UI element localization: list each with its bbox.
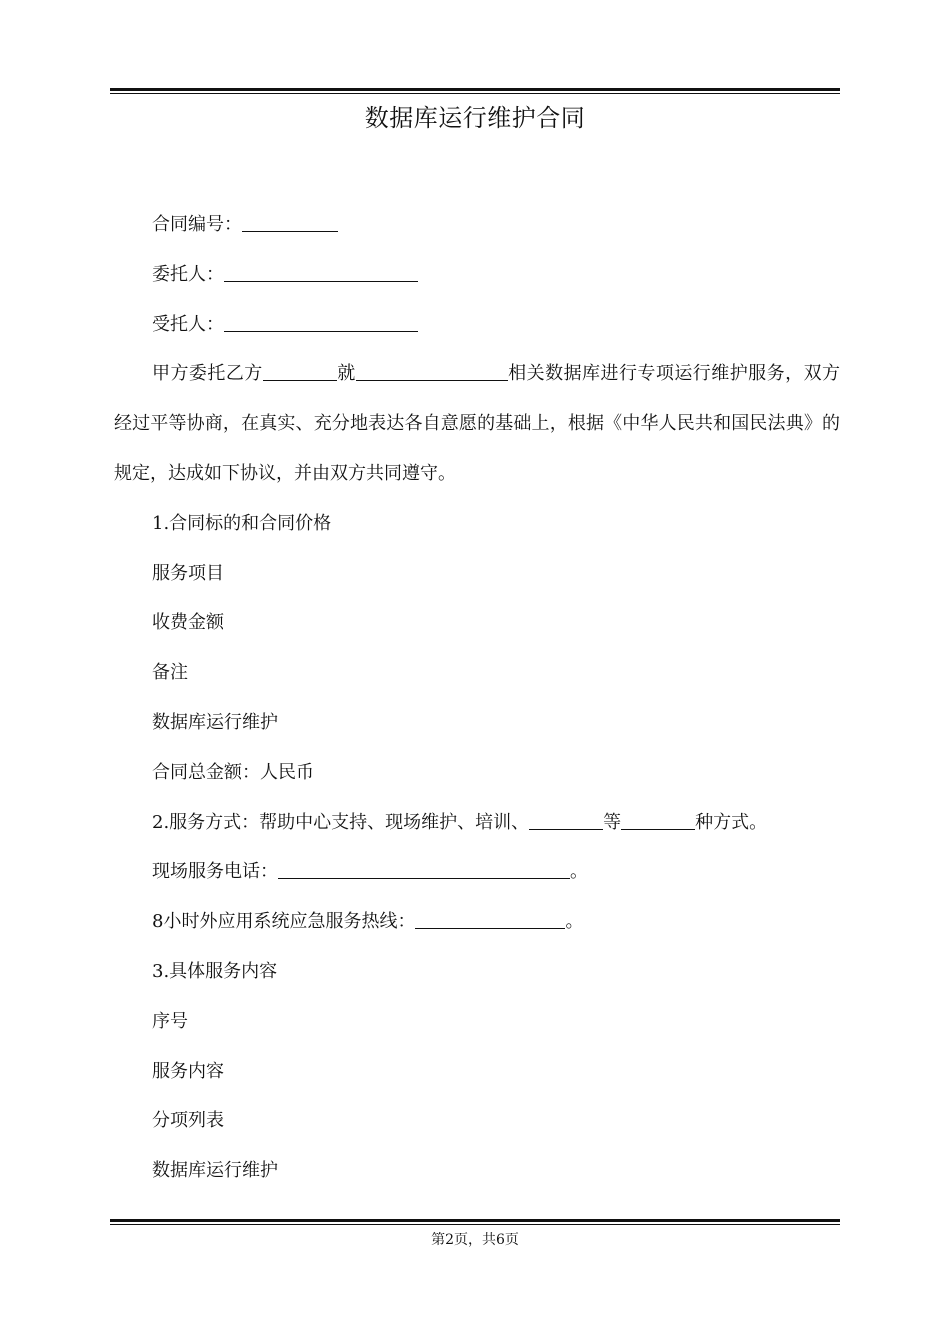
- contractor-blank: [224, 313, 418, 332]
- document-body: [114, 200, 840, 1196]
- client-blank: [224, 263, 418, 282]
- onsite-phone-blank: [278, 860, 570, 879]
- client-line: [114, 250, 840, 300]
- page-number: 第2页，共6页: [431, 1232, 519, 1248]
- intro-blank-1: [263, 362, 337, 381]
- section2-text-b: 等: [603, 811, 622, 833]
- section3-heading: 3.具体服务内容: [152, 960, 278, 982]
- section2-blank-1: [529, 811, 603, 830]
- hotline-end: 。: [565, 911, 584, 933]
- contract-number-blank: [242, 213, 338, 232]
- client-label: 委托人：: [152, 263, 224, 285]
- header-rule-thin: [110, 93, 840, 94]
- item-list: 分项列表: [152, 1110, 224, 1132]
- service-content: 服务内容: [152, 1060, 224, 1082]
- contractor-label: 受托人：: [152, 313, 224, 335]
- total-amount: 合同总金额：人民币: [152, 761, 314, 783]
- intro-blank-2: [356, 362, 508, 381]
- header-rule: [110, 88, 840, 95]
- footer-rule-thin: [110, 1224, 840, 1225]
- contractor-line: [114, 300, 840, 350]
- intro-text-c: 相关数据库进行专项运行维护服务，双方经过平等协商，在真实、充分地表达各自意愿的基础上，根据《中华人民共和国民法典》的规定，达成如下协议，并由双方共同遵守。: [114, 363, 841, 484]
- section2-blank-2: [621, 811, 695, 830]
- section2-line: [114, 798, 840, 848]
- section1-heading: 1.合同标的和合同价格: [152, 512, 332, 534]
- hotline-blank: [415, 910, 565, 929]
- remarks: 备注: [152, 662, 188, 684]
- onsite-phone-line: [114, 847, 840, 897]
- contract-number-label: 合同编号：: [152, 214, 242, 235]
- intro-text-b: 就: [336, 363, 356, 385]
- footer-rule-thick: [110, 1219, 840, 1222]
- hotline-line: [114, 897, 840, 947]
- contract-number-line: [114, 200, 840, 250]
- db-maintenance-item: 数据库运行维护: [152, 711, 278, 733]
- hotline-label: 8小时外应用系统应急服务热线：: [152, 911, 416, 933]
- intro-paragraph: [114, 349, 840, 498]
- footer-rule: [110, 1219, 840, 1226]
- header-rule-thick: [110, 88, 840, 91]
- fee-amount: 收费金额: [152, 612, 224, 634]
- serial-number: 序号: [152, 1010, 188, 1032]
- service-item: 服务项目: [152, 562, 224, 584]
- section2-text-c: 种方式。: [695, 811, 768, 833]
- onsite-phone-label: 现场服务电话：: [152, 861, 278, 883]
- intro-text-a: 甲方委托乙方: [152, 363, 263, 385]
- section2-text-a: 2.服务方式：帮助中心支持、现场维护、培训、: [152, 811, 530, 833]
- onsite-phone-end: 。: [570, 861, 588, 883]
- db-maintenance-item-2: 数据库运行维护: [152, 1160, 278, 1182]
- document-title: 数据库运行维护合同: [364, 104, 586, 132]
